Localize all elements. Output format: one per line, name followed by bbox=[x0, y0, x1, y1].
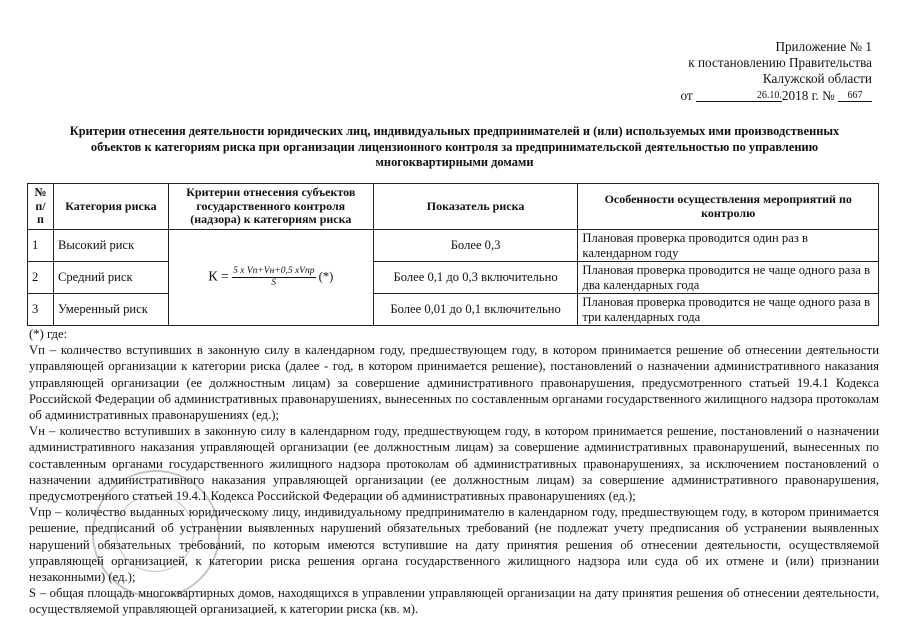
appendix-line-3: Калужской области bbox=[762, 71, 872, 87]
row-num: 1 bbox=[28, 230, 54, 262]
row-features: Плановая проверка проводится не чаще одного раза в три календарных года bbox=[578, 294, 879, 326]
header-category: Категория риска bbox=[53, 184, 168, 230]
header-features: Особенности осуществления мероприятий по контролю bbox=[578, 184, 879, 230]
header-indicator: Показатель риска bbox=[373, 184, 578, 230]
date-value: 26.10. bbox=[696, 90, 782, 102]
row-indicator: Более 0,01 до 0,1 включительно bbox=[373, 294, 578, 326]
definition-vpr: Vпр – количество выданных юридическому лицу, индивидуальному предпринимателю в календарном году, предшествующем году, в котором принимается решение, предписаний об устранении выявленных нарушений обязательных требований (не подлежат учету предписания об устранении выявленных нарушений обязательных требований, по которым имеются вступившие на дату принятия решения об отнесении деятельности, осуществляемой управляющей организацией, к категории риска решения органа государственного жилищного надзора или суда об их отмене и (или) признании незаконными) (ед.); bbox=[29, 505, 879, 585]
formula-lhs: К = bbox=[208, 269, 229, 285]
document-title: Критерии отнесения деятельности юридических лиц, индивидуальных предпринимателей и (или) используемых ими производственных объектов к категориям риска при организации лицензионного контроля за предпринимательской деятельностью по управлению многоквартирными домами bbox=[69, 124, 840, 170]
appendix-line-2: к постановлению Правительства bbox=[688, 55, 872, 71]
row-num: 2 bbox=[28, 262, 54, 294]
row-num: 3 bbox=[28, 294, 54, 326]
row-indicator: Более 0,1 до 0,3 включительно bbox=[373, 262, 578, 294]
risk-criteria-table bbox=[27, 183, 879, 326]
header-num: № п/п bbox=[28, 184, 54, 230]
header-criteria: Критерии отнесения субъектов государственного контроля (надзора) к категориям риска bbox=[168, 184, 373, 230]
definition-vn: Vн – количество вступивших в законную силу в календарном году, предшествующем году, в котором принимается решение, постановлений о назначении административного наказания управляющей организации (ее должностным лицам) за совершение административных правонарушений, вынесенных по составленным органами государственного жилищного надзора протоколам об административных правонарушениях, за исключением постановлений о назначении административного наказания управляющей организации (ее должностным лицам) за совершение административного правонарушения, предусмотренного статьей 19.4.1 Кодекса Российской Федерации об административных правонарушениях (ед.); bbox=[29, 424, 879, 504]
formula-fraction bbox=[232, 266, 315, 289]
where-label: (*) где: bbox=[29, 327, 68, 341]
row-category: Средний риск bbox=[53, 262, 168, 294]
formula-numerator: 5 x Vп+Vн+0,5 xVпр bbox=[233, 266, 315, 276]
row-category: Умеренный риск bbox=[53, 294, 168, 326]
appendix-line-1: Приложение № 1 bbox=[775, 39, 872, 54]
definition-s: S – общая площадь многоквартирных домов, находящихся в управлении управляющей организации на дату принятия решения об отнесении деятельности, осуществляемой управляющей организацией, к категории риска (кв. м). bbox=[29, 586, 879, 617]
table-row bbox=[28, 262, 879, 294]
row-indicator: Более 0,3 bbox=[373, 230, 578, 262]
table-header-row bbox=[28, 184, 879, 230]
row-category: Высокий риск bbox=[53, 230, 168, 262]
formula-mark: (*) bbox=[318, 269, 334, 284]
appendix-header bbox=[612, 39, 872, 104]
row-features: Плановая проверка проводится один раз в календарном году bbox=[578, 230, 879, 262]
risk-formula bbox=[168, 230, 373, 326]
date-prefix: от bbox=[680, 87, 693, 103]
date-suffix: 2018 г. № bbox=[781, 87, 835, 103]
formula-denominator: S bbox=[271, 278, 277, 288]
appendix-date-line bbox=[612, 88, 872, 104]
row-features: Плановая проверка проводится не чаще одного раза в два календарных года bbox=[578, 262, 879, 294]
decree-number: 667 bbox=[838, 90, 872, 102]
definition-vp: Vп – количество вступивших в законную силу в календарном году, предшествующем году, в котором принимается решение об отнесении деятельности управляющей организации к категории риска (далее - год, в котором принимается решение), постановлений о назначении административного наказания управляющей организации (ее должностным лицам) за совершение административного правонарушения, предусмотренного статьей 19.4.1 Кодекса Российской Федерации об административных правонарушениях, вынесенных по составленным органами государственного жилищного надзора протоколам об административных правонарушениях (ед.); bbox=[29, 343, 879, 423]
formula-definitions bbox=[29, 326, 879, 618]
table-row bbox=[28, 230, 879, 262]
table-row bbox=[28, 294, 879, 326]
